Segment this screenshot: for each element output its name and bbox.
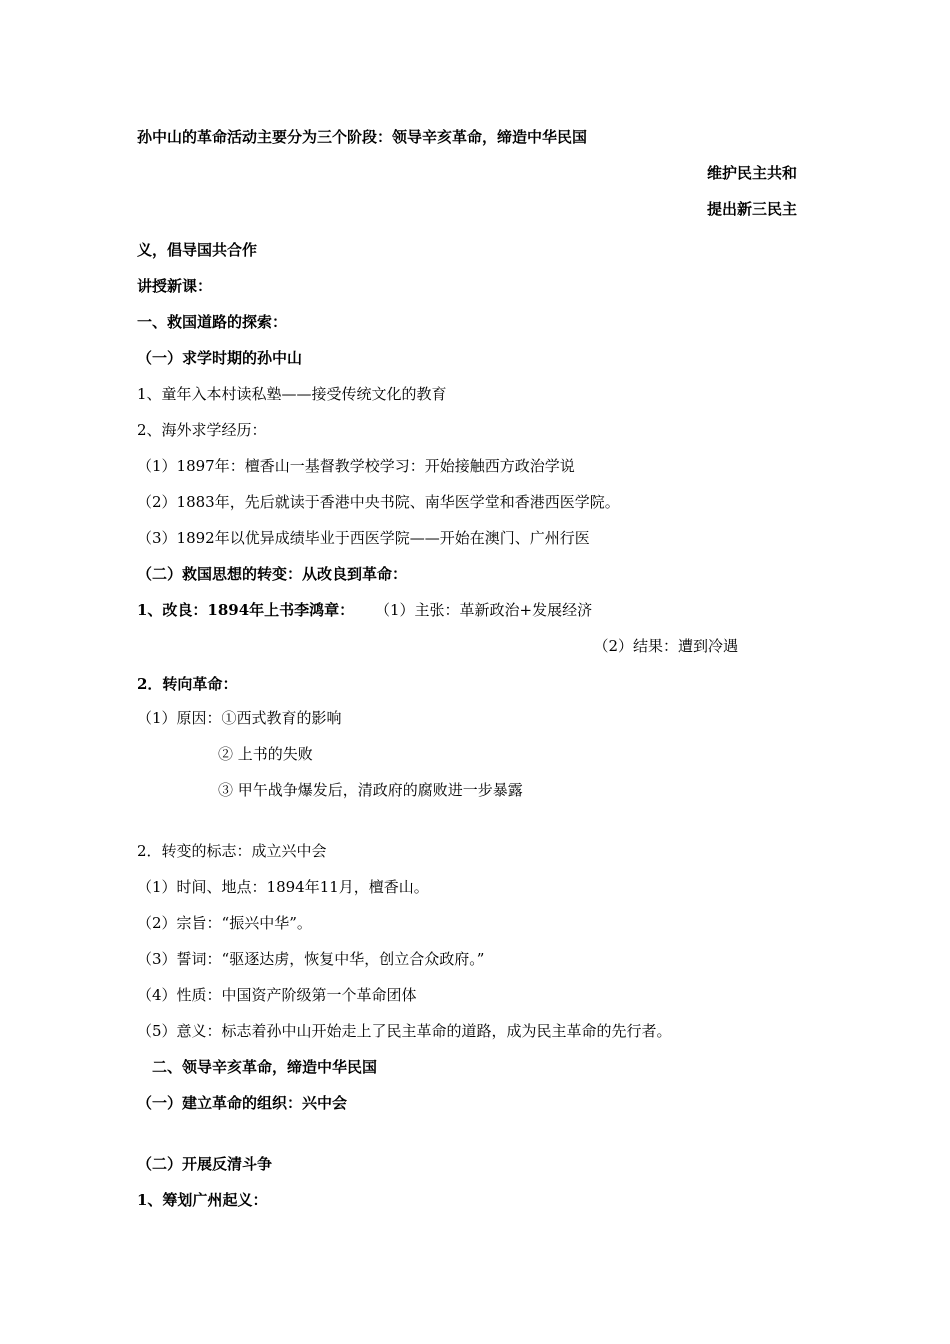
new-lesson-heading: 讲授新课： xyxy=(137,277,213,295)
marker-item-3: （3）誓词：“驱逐达虏，恢复中华，创立合众政府。” xyxy=(137,950,485,968)
reform-label: 1、改良：1894年上书李鸿章： xyxy=(137,601,355,619)
stage-three: 提出新三民主 xyxy=(706,200,797,218)
reason-1: （1）原因：①西式教育的影响 xyxy=(137,709,342,727)
guangzhou-uprising-heading: 1、筹划广州起义： xyxy=(137,1191,268,1209)
reform-proposal: （1）主张：革新政治+发展经济 xyxy=(375,601,593,619)
stages-intro: 孙中山的革命活动主要分为三个阶段：领导辛亥革命，缔造中华民国 xyxy=(137,128,588,146)
stage-two: 维护民主共和 xyxy=(706,164,797,182)
marker-item-5: （5）意义：标志着孙中山开始走上了民主革命的道路，成为民主革命的先行者。 xyxy=(137,1022,672,1040)
marker-item-1: （1）时间、地点：1894年11月，檀香山。 xyxy=(137,878,429,896)
subsection-organization-heading: （一）建立革命的组织：兴中会 xyxy=(137,1094,348,1112)
stage-three-continued: 义，倡导国共合作 xyxy=(137,241,258,259)
reason-3: ③ 甲午战争爆发后，清政府的腐败进一步暴露 xyxy=(218,781,523,799)
revolution-heading: 2．转向革命： xyxy=(137,675,238,693)
marker-item-2: （2）宗旨：“振兴中华”。 xyxy=(137,914,312,932)
marker-heading: 2．转变的标志：成立兴中会 xyxy=(137,842,327,860)
study-item-1: 1、童年入本村读私塾——接受传统文化的教育 xyxy=(137,385,447,403)
reason-2: ② 上书的失败 xyxy=(218,745,313,763)
marker-item-4: （4）性质：中国资产阶级第一个革命团体 xyxy=(137,986,417,1004)
subsection-thought-heading: （二）救国思想的转变：从改良到革命： xyxy=(137,565,408,583)
study-item-2: 2、海外求学经历： xyxy=(137,421,267,439)
section-two-heading: 二、领导辛亥革命，缔造中华民国 xyxy=(152,1058,378,1076)
study-item-2-2: （2）1883年，先后就读于香港中央书院、南华医学堂和香港西医学院。 xyxy=(137,493,620,511)
subsection-struggle-heading: （二）开展反清斗争 xyxy=(137,1155,273,1173)
study-item-2-1: （1）1897年：檀香山一基督教学校学习：开始接触西方政治学说 xyxy=(137,457,575,475)
reform-result: （2）结果：遭到冷遇 xyxy=(593,637,738,655)
study-item-2-3: （3）1892年以优异成绩毕业于西医学院——开始在澳门、广州行医 xyxy=(137,529,590,547)
subsection-study-heading: （一）求学时期的孙中山 xyxy=(137,349,303,367)
section-one-heading: 一、救国道路的探索： xyxy=(137,313,288,331)
